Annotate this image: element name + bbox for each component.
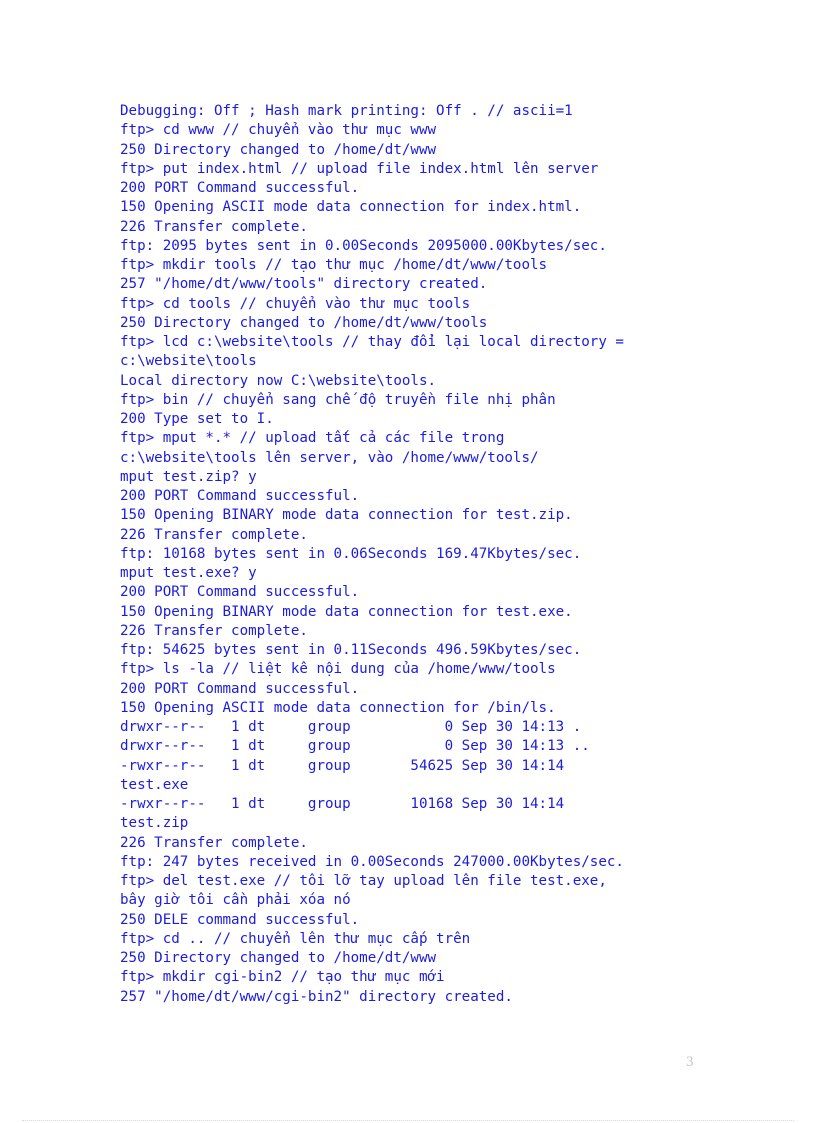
transcript-line: 250 DELE command successful.: [120, 911, 360, 928]
transcript-line: ftp: 10168 bytes sent in 0.06Seconds 169.47Kbytes/sec.: [120, 545, 582, 562]
transcript-line: 150 Opening BINARY mode data connection for test.exe.: [120, 603, 573, 620]
transcript-line: ftp> cd www // chuyển vào thư mục www: [120, 122, 437, 139]
page-number: 3: [686, 1054, 694, 1070]
transcript-line: 200 PORT Command successful.: [120, 584, 360, 601]
transcript-line: mput test.zip? y: [120, 468, 257, 485]
transcript-line: ftp> mput *.* // upload tất cả các file trong: [120, 430, 505, 447]
transcript-line: ftp> ls -la // liệt kê nội dung của /home/www/tools: [120, 661, 556, 678]
transcript-line: -rwxr--r-- 1 dt group 10168 Sep 30 14:14: [120, 796, 565, 812]
transcript-line: 257 "/home/dt/www/tools" directory created.: [120, 276, 488, 293]
transcript-line: ftp: 247 bytes received in 0.00Seconds 247000.00Kbytes/sec.: [120, 853, 624, 870]
transcript-line: 200 Type set to I.: [120, 411, 274, 427]
transcript-line: 226 Transfer complete.: [120, 526, 308, 543]
transcript-line: Local directory now C:\website\tools.: [120, 372, 437, 389]
transcript-line: 150 Opening BINARY mode data connection for test.zip.: [120, 507, 573, 524]
transcript-line: 150 Opening ASCII mode data connection for index.html.: [120, 199, 582, 216]
transcript-line: ftp> lcd c:\website\tools // thay đổi lại local directory =: [120, 334, 624, 350]
transcript-line: 257 "/home/dt/www/cgi-bin2" directory created.: [120, 988, 513, 1005]
transcript-line: ftp> mkdir cgi-bin2 // tạo thư mục mới: [120, 969, 445, 986]
transcript-line: Debugging: Off ; Hash mark printing: Off . // ascii=1: [120, 103, 573, 119]
transcript-line: c:\website\tools: [120, 353, 257, 370]
transcript-line: drwxr--r-- 1 dt group 0 Sep 30 14:13 .: [120, 719, 582, 735]
transcript-line: ftp: 2095 bytes sent in 0.00Seconds 2095000.00Kbytes/sec.: [120, 237, 607, 254]
transcript-line: 250 Directory changed to /home/dt/www: [120, 950, 437, 966]
page-bottom-divider: [22, 1120, 794, 1121]
transcript-line: ftp> put index.html // upload file index.html lên server: [120, 160, 599, 177]
transcript-line: test.zip: [120, 815, 189, 832]
transcript-line: ftp> cd tools // chuyển vào thư mục tools: [120, 295, 471, 312]
transcript-line: 226 Transfer complete.: [120, 622, 308, 639]
transcript-line: test.exe: [120, 776, 189, 793]
transcript-line: 226 Transfer complete.: [120, 218, 308, 235]
transcript-line: 200 PORT Command successful.: [120, 488, 360, 504]
transcript-line: drwxr--r-- 1 dt group 0 Sep 30 14:13 ..: [120, 738, 590, 755]
transcript-line: ftp> del test.exe // tôi lỡ tay upload lên file test.exe,: [120, 873, 607, 889]
transcript-line: ftp: 54625 bytes sent in 0.11Seconds 496.59Kbytes/sec.: [120, 642, 582, 658]
transcript-line: ftp> mkdir tools // tạo thư mục /home/dt/www/tools: [120, 257, 548, 273]
transcript-line: 250 Directory changed to /home/dt/www/tools: [120, 314, 488, 331]
transcript-line: ftp> cd .. // chuyển lên thư mục cấp trên: [120, 930, 471, 947]
transcript-line: 200 PORT Command successful.: [120, 680, 360, 697]
transcript-line: bây giờ tôi cần phải xóa nó: [120, 892, 351, 909]
transcript-line: 250 Directory changed to /home/dt/www: [120, 141, 437, 158]
ftp-session-transcript: [120, 102, 710, 1007]
transcript-line: -rwxr--r-- 1 dt group 54625 Sep 30 14:14: [120, 757, 565, 774]
transcript-line: mput test.exe? y: [120, 565, 257, 581]
transcript-line: c:\website\tools lên server, vào /home/www/tools/: [120, 449, 539, 466]
transcript-line: 200 PORT Command successful.: [120, 180, 360, 196]
transcript-line: 150 Opening ASCII mode data connection for /bin/ls.: [120, 699, 556, 716]
transcript-line: 226 Transfer complete.: [120, 834, 308, 851]
transcript-line: ftp> bin // chuyển sang chế độ truyền file nhị phân: [120, 391, 556, 408]
